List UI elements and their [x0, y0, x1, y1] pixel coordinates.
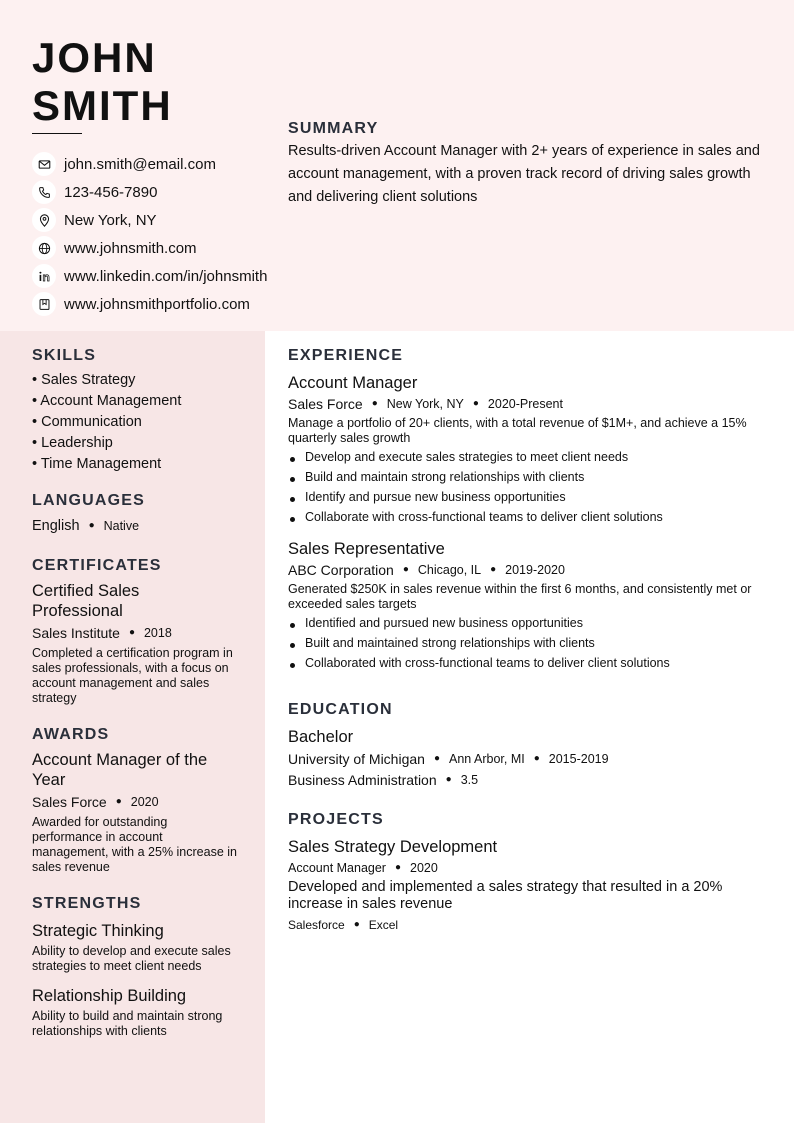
awards-section: [32, 726, 242, 875]
job-entry: [288, 373, 778, 527]
languages-title: LANGUAGES: [32, 492, 146, 509]
awards-title: AWARDS: [32, 726, 110, 743]
project-year: 2020: [410, 861, 438, 875]
contact-linkedin-text: www.linkedin.com/in/johnsmith: [64, 267, 268, 285]
separator-dot: ●: [472, 398, 479, 409]
separator-dot: ●: [402, 564, 409, 575]
contact-location: [32, 206, 267, 234]
job-meta: [288, 394, 778, 414]
job-title: Sales Representative: [288, 540, 445, 558]
separator-dot: ●: [445, 774, 452, 785]
skill-item: • Leadership: [32, 435, 113, 451]
education-field: Business Administration: [288, 772, 437, 788]
portfolio-icon: [32, 292, 56, 316]
project-tool: Salesforce: [288, 918, 345, 932]
education-location: Ann Arbor, MI: [448, 752, 525, 766]
project-role: Account Manager: [288, 861, 386, 875]
education-gpa: 3.5: [460, 773, 479, 787]
skill-item: • Account Management: [32, 393, 182, 409]
certificate-year: 2018: [143, 626, 172, 640]
phone-icon: [32, 180, 56, 204]
separator-dot: ●: [88, 520, 95, 531]
award-issuer: Sales Force: [32, 794, 107, 810]
skills-section: [32, 347, 242, 475]
job-location: New York, NY: [386, 397, 464, 411]
education-title: EDUCATION: [288, 701, 393, 718]
award-name: Account Manager of the Year: [32, 751, 208, 789]
job-title: Account Manager: [288, 374, 418, 392]
certificate-name: Certified Sales Professional: [32, 582, 140, 620]
strength-name: Relationship Building: [32, 987, 187, 1005]
contact-portfolio[interactable]: [32, 290, 267, 318]
strength-description: Ability to build and maintain strong relationships with clients: [32, 1009, 223, 1038]
job-bullet: Develop and execute sales strategies to meet client needs: [288, 447, 778, 467]
skill-item: • Communication: [32, 414, 142, 430]
projects-title: PROJECTS: [288, 811, 384, 828]
name-divider: [32, 133, 82, 134]
experience-title: EXPERIENCE: [288, 347, 404, 364]
language-level: Native: [103, 519, 140, 533]
certificate-issuer: Sales Institute: [32, 625, 120, 641]
award-description: Awarded for outstanding performance in account management, with a 25% increase in sales revenue: [32, 815, 237, 874]
job-bullets: [288, 613, 778, 673]
job-company: ABC Corporation: [288, 562, 394, 578]
project-meta: [288, 858, 778, 878]
contact-email[interactable]: [32, 150, 267, 178]
award-year: 2020: [130, 795, 159, 809]
separator-dot: ●: [394, 862, 402, 873]
separator-dot: ●: [128, 627, 135, 638]
contact-list: [32, 150, 267, 318]
projects-section: [288, 811, 778, 935]
linkedin-icon: [32, 264, 56, 288]
strength-description: Ability to develop and execute sales strategies to meet client needs: [32, 944, 231, 973]
job-bullet: Collaborate with cross-functional teams to deliver client solutions: [288, 507, 778, 527]
separator-dot: ●: [115, 796, 122, 807]
education-dates: 2015-2019: [548, 752, 609, 766]
job-bullet: Built and maintained strong relationships with clients: [288, 633, 778, 653]
job-description: Manage a portfolio of 20+ clients, with a total revenue of $1M+, and achieve a 15% quarterly sales growth: [288, 416, 747, 445]
education-section: [288, 701, 778, 790]
summary-text: Results-driven Account Manager with 2+ years of experience in sales and account management, with a proven track record of driving sales growth and delivering client solutions: [288, 143, 760, 205]
globe-icon: [32, 236, 56, 260]
contact-phone[interactable]: [32, 178, 267, 206]
contact-linkedin[interactable]: [32, 262, 267, 290]
language-name: English: [32, 518, 80, 534]
job-entry: [288, 539, 778, 673]
job-description: Generated $250K in sales revenue within the first 6 months, and consistently met or exceeded sales targets: [288, 582, 752, 611]
candidate-name: [32, 34, 262, 130]
separator-dot: ●: [353, 919, 360, 930]
certificate-meta: [32, 623, 242, 643]
certificates-section: [32, 557, 242, 706]
job-bullets: [288, 447, 778, 527]
skills-title: SKILLS: [32, 347, 97, 364]
education-field-row: [288, 770, 778, 790]
location-pin-icon: [32, 208, 56, 232]
award-meta: [32, 792, 242, 812]
experience-section: [288, 347, 778, 673]
job-bullet: Collaborated with cross-functional teams to deliver client solutions: [288, 653, 778, 673]
contact-email-text: john.smith@email.com: [64, 155, 216, 173]
separator-dot: ●: [433, 753, 440, 764]
job-company: Sales Force: [288, 396, 363, 412]
contact-phone-text: 123-456-7890: [64, 183, 158, 201]
separator-dot: ●: [533, 753, 540, 764]
strength-name: Strategic Thinking: [32, 922, 164, 940]
project-tools: [288, 915, 778, 935]
separator-dot: ●: [371, 398, 378, 409]
separator-dot: ●: [490, 564, 497, 575]
project-name: Sales Strategy Development: [288, 838, 498, 856]
mail-icon: [32, 152, 56, 176]
job-location: Chicago, IL: [417, 563, 482, 577]
education-meta: [288, 749, 778, 769]
strengths-section: [32, 895, 242, 1039]
certificate-description: Completed a certification program in sales professionals, with a focus on account management and sales strategy: [32, 646, 233, 705]
job-bullet: Identify and pursue new business opportunities: [288, 487, 778, 507]
languages-section: [32, 492, 242, 536]
summary-title: SUMMARY: [288, 120, 379, 137]
education-degree: Bachelor: [288, 728, 354, 746]
contact-website-text: www.johnsmith.com: [64, 239, 197, 257]
skill-item: • Time Management: [32, 456, 162, 472]
first-name: JOHN: [32, 34, 157, 81]
contact-website[interactable]: [32, 234, 267, 262]
job-dates: 2019-2020: [505, 563, 565, 577]
job-dates: 2020-Present: [487, 397, 563, 411]
job-bullet: Build and maintain strong relationships with clients: [288, 467, 778, 487]
strengths-title: STRENGTHS: [32, 895, 142, 912]
job-bullet: Identified and pursued new business opportunities: [288, 613, 778, 633]
contact-portfolio-text: www.johnsmithportfolio.com: [64, 295, 250, 313]
certificates-title: CERTIFICATES: [32, 557, 162, 574]
project-description: Developed and implemented a sales strategy that resulted in a 20% increase in sales revenue: [288, 879, 723, 912]
summary-section: [288, 120, 768, 209]
contact-location-text: New York, NY: [64, 211, 157, 229]
job-meta: [288, 560, 778, 580]
language-row: [32, 516, 242, 536]
skill-item: • Sales Strategy: [32, 372, 136, 388]
education-school: University of Michigan: [288, 751, 425, 767]
last-name: SMITH: [32, 82, 173, 129]
project-tool: Excel: [368, 918, 399, 932]
